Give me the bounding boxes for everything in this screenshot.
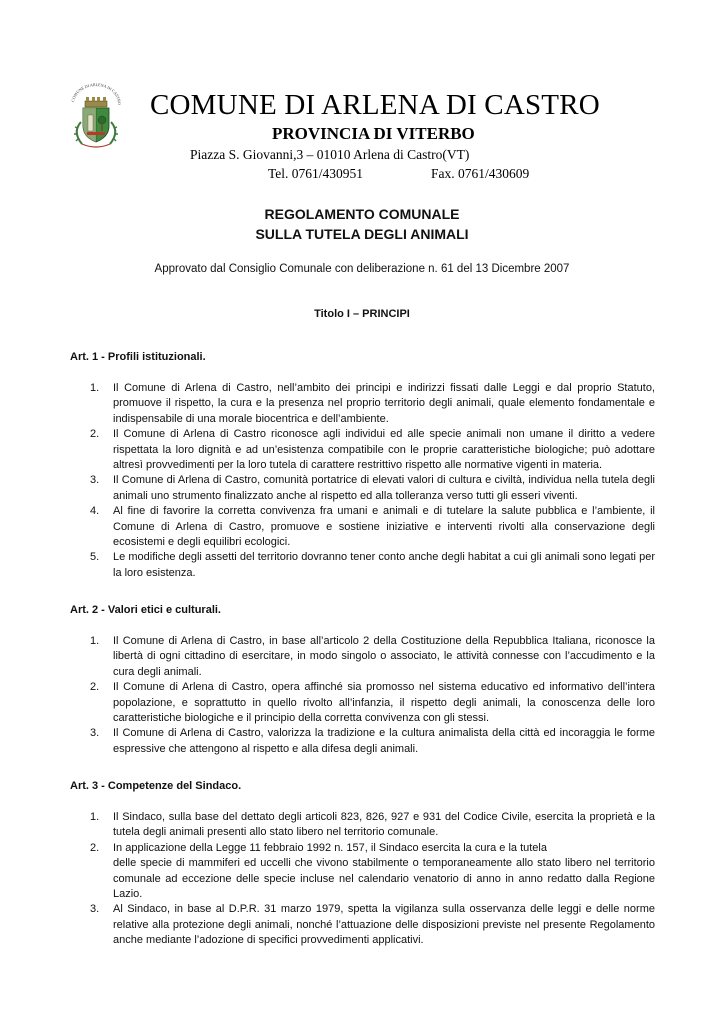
coat-of-arms-icon [66, 82, 126, 154]
item-number: 1. [90, 635, 100, 647]
document-title-line-2: SULLA TUTELA DEGLI ANIMALI [255, 226, 469, 242]
list-item [70, 634, 655, 680]
province-heading: PROVINCIA DI VITERBO [272, 124, 475, 143]
article-heading: Art. 2 - Valori etici e culturali. [70, 604, 221, 616]
item-text: In applicazione della Legge 11 febbraio 1992 n. 157, il Sindaco esercita la cura e la tutela [113, 841, 547, 854]
fax-number: Fax. 0761/430609 [431, 166, 530, 181]
document-title-line-1: REGOLAMENTO COMUNALE [264, 206, 460, 222]
article-1 [70, 350, 655, 581]
item-number: 1. [90, 382, 100, 394]
contact-line [268, 165, 530, 182]
list-item [70, 841, 655, 903]
list-item [70, 726, 655, 757]
item-number: 4. [90, 505, 100, 518]
item-number: 2. [90, 428, 100, 441]
list-item [70, 381, 655, 427]
item-text: Il Comune di Arlena di Castro, opera affinché sia promosso nel sistema educativo ed informativo dell’intera popolazione, e soprattutto in quello rivolto all’infanzia, il rispetto degli animali, la conoscenza delle loro caratteristiche biologiche e il principio della corretta convivenza con gli stessi. [113, 681, 655, 725]
article-heading: Art. 1 - Profili istituzionali. [70, 351, 206, 363]
list-item [70, 680, 655, 726]
list-item [70, 810, 655, 841]
item-number: 3. [90, 474, 100, 487]
list-item [70, 504, 655, 550]
list-item [70, 427, 655, 473]
item-text: Il Comune di Arlena di Castro, comunità portatrice di elevati valori di cultura e civiltà, individua nella tutela degli animali uno strumento finalizzato anche al rispetto ed alla tolleranza verso tutti gli esseri viventi. [113, 474, 655, 502]
article-3 [70, 779, 655, 949]
town-name-heading: COMUNE DI ARLENA DI CASTRO [150, 89, 600, 121]
approval-note: Approvato dal Consiglio Comunale con deliberazione n. 61 del 13 Dicembre 2007 [154, 263, 570, 275]
item-number: 3. [90, 727, 100, 740]
article-2 [70, 603, 655, 757]
item-text: Il Sindaco, sulla base del dettato degli articoli 823, 826, 927 e 931 del Codice Civile, esercita la proprietà e la tutela degli animali presenti allo stato libero nel territorio comunale. [113, 811, 655, 839]
item-number: 1. [90, 811, 100, 823]
article-heading: Art. 3 - Competenze del Sindaco. [70, 780, 242, 792]
section-title: Titolo I – PRINCIPI [314, 308, 410, 320]
svg-text:COMUNE DI ARLENA DI CASTRO: COMUNE DI ARLENA DI CASTRO [70, 82, 123, 105]
item-text: Le modifiche degli assetti del territorio dovranno tener conto anche degli habitat a cui gli animali sono legati per la loro esistenza. [113, 551, 655, 579]
article-items [70, 810, 655, 949]
item-number: 2. [90, 681, 100, 694]
list-item [70, 473, 655, 504]
article-items [70, 381, 655, 581]
item-text: Al fine di favorire la corretta convivenza fra umani e animali e di tutelare la salute pubblica e l’ambiente, il Comune di Arlena di Castro, promuove e sostiene iniziative e interventi rivolti alla conservazione degli ecosistemi e degli equilibri ecologici. [113, 505, 655, 549]
list-item [70, 550, 655, 581]
item-text: Il Comune di Arlena di Castro, in base all’articolo 2 della Costituzione della Repubblica Italiana, riconosce la libertà di ogni cittadino di esercitare, in modo singolo o associato, le attività connesse con l’accudimento e la cura degli animali. [113, 635, 655, 678]
list-item [70, 902, 655, 948]
item-number: 2. [90, 841, 100, 854]
item-text: Il Comune di Arlena di Castro riconosce agli individui ed alle specie animali non umane il diritto a vedere rispettata la loro dignità e ad un’esistenza compatibile con le proprie caratteristiche biologiche; può adottare altresì provvedimenti per la loro tutela di carattere restrittivo rispetto alle normative vigenti in materia. [113, 428, 655, 472]
article-items [70, 634, 655, 757]
item-number: 5. [90, 551, 100, 564]
item-text: Il Comune di Arlena di Castro, valorizza la tradizione e la cultura animalista della città ed incoraggia le forme espressive che attengono al rispetto e alla difesa degli animali. [113, 727, 655, 755]
telephone-number: Tel. 0761/430951 [268, 166, 364, 181]
item-number: 3. [90, 903, 100, 916]
item-text: Al Sindaco, in base al D.P.R. 31 marzo 1979, spetta la vigilanza sulla osservanza delle leggi e delle norme relative alla protezione degli animali, nonché l’attuazione delle disposizioni previste nel presente Regolamento anche mediante l’adozione di specifici provvedimenti applicativi. [113, 903, 655, 947]
item-text-continuation: delle specie di mammiferi ed uccelli che vivono stabilmente o temporaneamente allo stato libero nel territorio comunale ad eccezione delle specie incluse nel calendario venatorio di anno in anno redatto dalla Regione Lazio. [113, 857, 655, 901]
address-line: Piazza S. Giovanni,3 – 01010 Arlena di Castro(VT) [190, 147, 470, 162]
item-text: Il Comune di Arlena di Castro, nell’ambito dei principi e indirizzi fissati dalle Leggi e dal proprio Statuto, promuove il rispetto, la cura e la presenza nel proprio territorio degli animali, quale elemento fondamentale e indispensabile di una morale biocentrica e dell’ambiente. [113, 382, 655, 425]
